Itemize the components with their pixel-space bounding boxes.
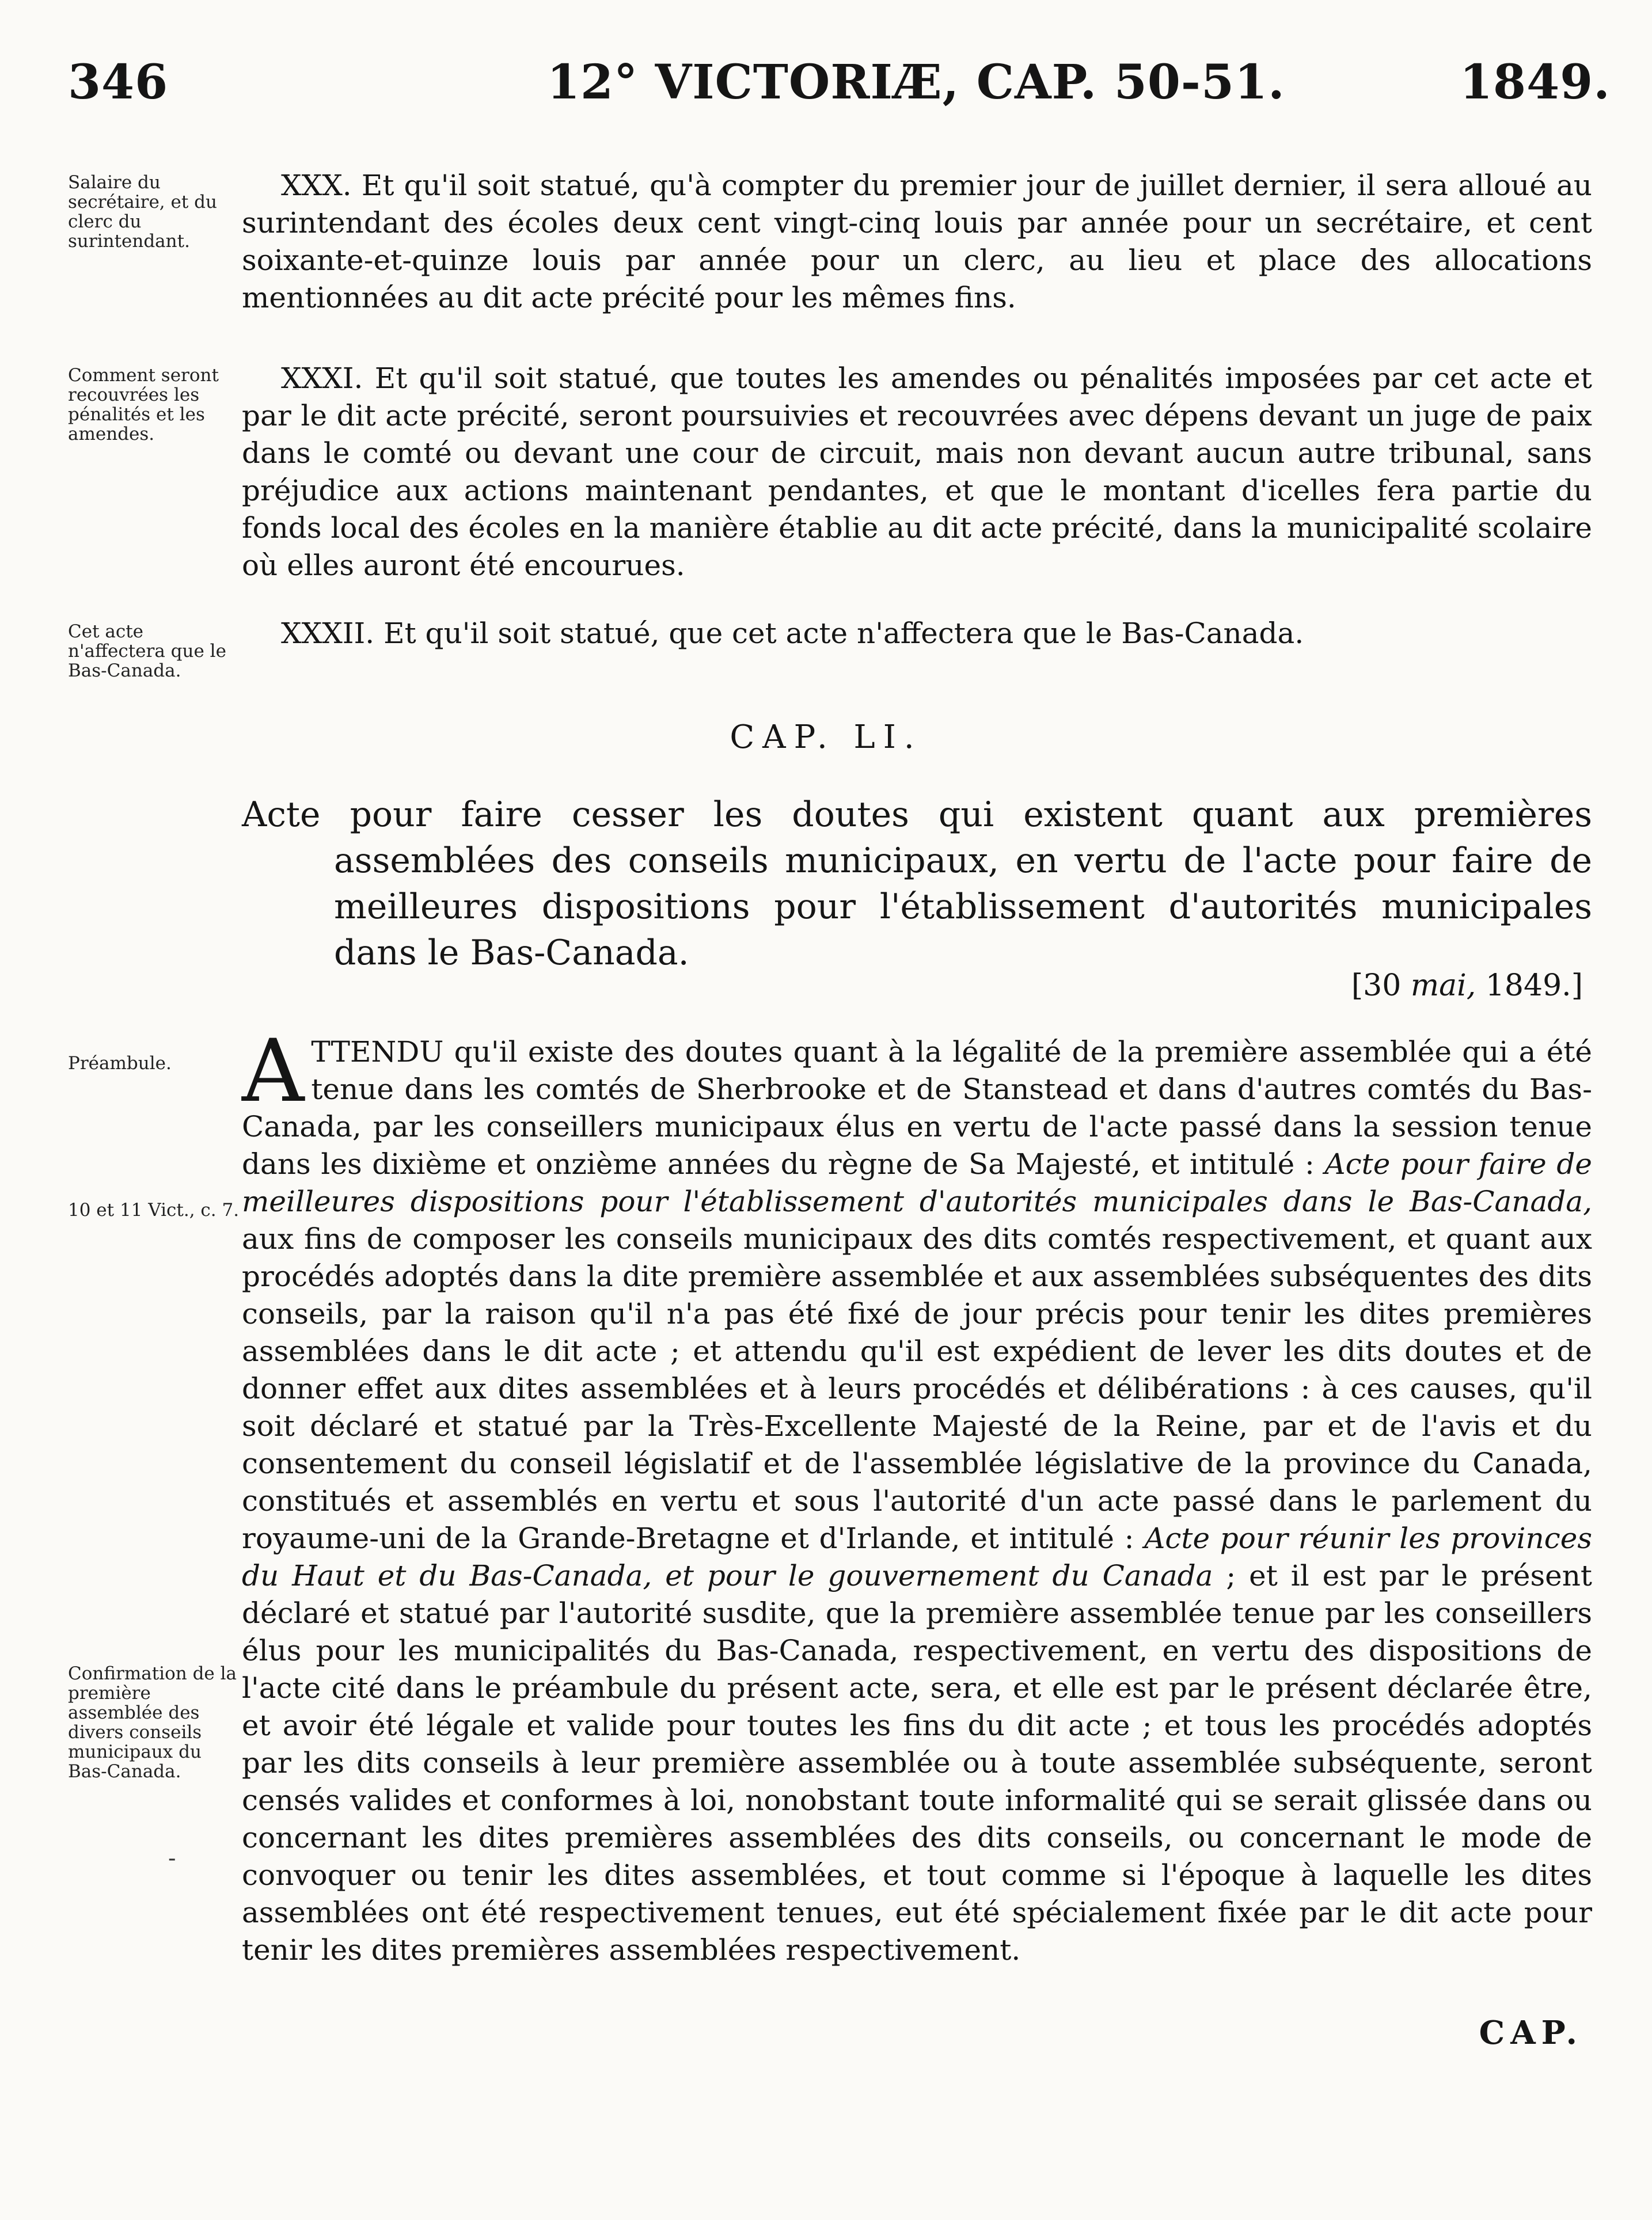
margin-note-statute-ref: 10 et 11 Vict., c. 7. <box>68 1200 240 1221</box>
union-act-title: Acte pour réunir les provinces du Haut et du Bas-Canada, et pour le gouvernement du Canada <box>242 1522 1592 1592</box>
assent-date <box>1351 968 1583 1003</box>
date-month: mai, <box>1410 968 1476 1003</box>
preamble-text-2: aux fins de composer les conseils municipaux des dits comtés respectivement, et quant aux procédés adoptés dans la dite première assemblée et aux assemblées subséquentes des dits conseils, par la raison qu'il n'a pas été fixé de jour précis pour tenir les dites premières assemblées dans le dit acte ; et attendu qu'il est expédient de lever les dits doutes et de donner effet aux dites assemblées et à leurs procédés et délibérations : à ces causes, qu'il soit déclaré et statué par la Très-Excellente Majesté de la Reine, par et de l'avis et du consentement du conseil législatif et de l'assemblée législative de la province du Canada, constitués et assemblés en vertu et sous l'autorité d'un acte passé dans le parlement du royaume-uni de la Grande-Bretagne et d'Irlande, et intitulé : <box>242 1222 1592 1555</box>
drop-cap: A <box>242 1021 305 1122</box>
preamble-text-3: ; et il est par le présent déclaré et statué par l'autorité susdite, que la première assemblée tenue par les conseillers élus pour les municipalités du Bas-Canada, respectivement, en vertu des dispositions de l'acte cité dans le préambule du présent acte, sera, et elle est par le présent déclarée être, et avoir été légale et valide pour toutes les fins du dit acte ; et tous les procédés adoptés par les dits conseils à leur première assemblée ou à toute assemblée subséquente, seront censés valides et conformes à loi, nonobstant toute informalité qui se serait glissée dans ou concernant les dites premières assemblées des dits conseils, ou concernant le mode de convoquer ou tenir les dites assemblées, et tout comme si l'époque à laquelle les dites assemblées ont été respectivement tenues, eut été spécialement fixée par le dit acte pour tenir les dites premières assemblées respectivement. <box>242 1559 1592 1967</box>
section-xxxi: XXXI. Et qu'il soit statué, que toutes les amendes ou pénalités imposées par cet acte et par le dit acte précité, seront poursuivies et recouvrées avec dépens devant un juge de paix dans le comté ou devant une cour de circuit, mais non devant aucun autre tribunal, sans préjudice aux actions maintenant pendantes, et que le montant d'icelles fera partie du fonds local des écoles en la manière établie au dit acte précité, dans la municipalité scolaire où elles auront été encourues. <box>242 362 1592 582</box>
margin-note-scope: Cet acte n'affectera que le Bas-Canada. <box>68 621 226 681</box>
margin-note-preamble: Préambule. <box>68 1053 172 1074</box>
page-number: 346 <box>68 55 169 110</box>
margin-note-secretary-salary: Salaire du secrétaire, et du clerc du surintendant. <box>68 172 217 252</box>
section-xxxii: XXXII. Et qu'il soit statué, que cet acte n'affectera que le Bas-Canada. <box>281 617 1304 650</box>
date-close: 1849.] <box>1476 968 1583 1003</box>
preamble-text-1: TTENDU qu'il existe des doutes quant à la légalité de la première assemblée qui a été tenue dans les comtés de Sherbrooke et de Stanstead et dans d'autres comtés du Bas-Canada, par les conseillers municipaux élus en vertu de l'acte passé dans la session tenue dans les dixième et onzième années du règne de Sa Majesté, et intitulé : <box>242 1035 1592 1181</box>
margin-note-confirmation: Confirmation de la première assemblée des divers conseils municipaux du Bas-Canada. <box>68 1663 237 1782</box>
cited-act-title: Acte pour faire de meilleures dispositions pour l'établissement d'autorités municipales dans le Bas-Canada, <box>242 1147 1592 1218</box>
chapter-heading: CAP. LI. <box>730 719 922 756</box>
running-title: 12° VICTORIÆ, CAP. 50-51. <box>547 55 1285 110</box>
margin-note-penalties: Comment seront recouvrées les pénalités et les amendes. <box>68 365 219 444</box>
date-open: [30 <box>1351 968 1411 1003</box>
catchword: CAP. <box>1479 2014 1583 2052</box>
margin-dash: - <box>168 1845 176 1872</box>
preamble-paragraph <box>242 1021 1592 1969</box>
running-year: 1849. <box>1460 55 1611 110</box>
section-xxx: XXX. Et qu'il soit statué, qu'à compter du premier jour de juillet dernier, il sera alloué au surintendant des écoles deux cent vingt-cinq louis par année pour un secrétaire, et cent soixante-et-quinze louis par année pour un clerc, au lieu et place des allocations mentionnées au dit acte précité pour les mêmes fins. <box>242 169 1592 314</box>
act-title: Acte pour faire cesser les doutes qui existent quant aux premières assemblées des conseils municipaux, en vertu de l'acte pour faire de meilleures dispositions pour l'établissement d'autorités municipales dans le Bas-Canada. <box>242 795 1592 973</box>
